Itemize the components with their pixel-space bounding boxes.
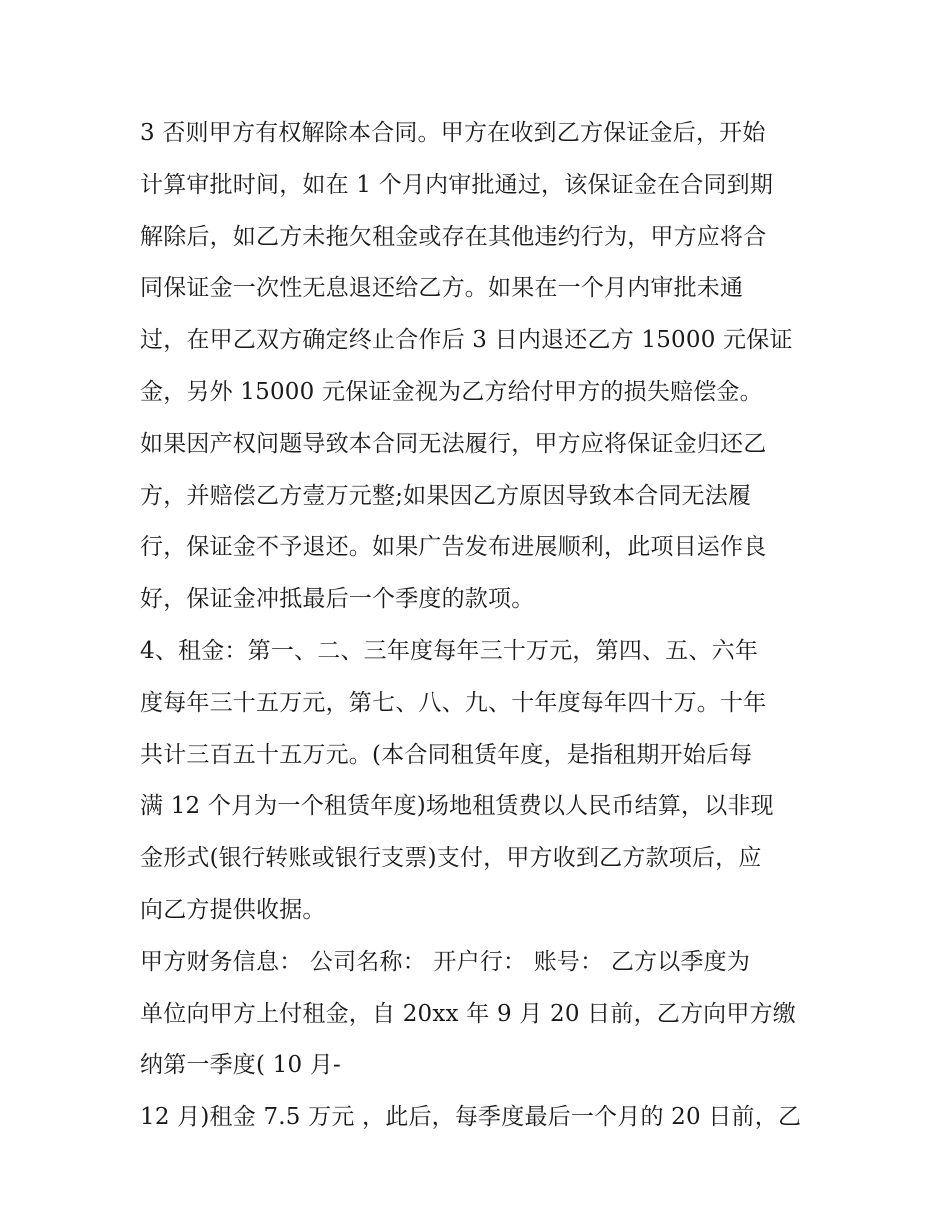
text-line: 行，保证金不予退还。如果广告发布进展顺利，此项目运作良 bbox=[140, 534, 767, 561]
text-line: 12 月)租金 7.5 万元 ，此后，每季度最后一个月的 20 日前，乙 bbox=[140, 1104, 802, 1131]
text-line: 4、租金：第一、二、三年度每年三十万元，第四、五、六年 bbox=[140, 637, 759, 664]
text-line: 金，另外 15000 元保证金视为乙方给付甲方的损失赔偿金。 bbox=[140, 378, 763, 405]
text-line: 计算审批时间，如在 1 个月内审批通过，该保证金在合同到期 bbox=[140, 171, 774, 198]
text-line: 方，并赔偿乙方壹万元整;如果因乙方原因导致本合同无法履 bbox=[140, 482, 752, 509]
text-line: 3 否则甲方有权解除本合同。甲方在收到乙方保证金后，开始 bbox=[140, 120, 766, 146]
text-line: 金形式(银行转账或银行支票)支付，甲方收到乙方款项后，应 bbox=[140, 845, 762, 872]
text-line: 同保证金一次性无息退还给乙方。如果在一个月内审批未通 bbox=[140, 275, 744, 302]
text-line: 度每年三十五万元，第七、八、九、十年度每年四十万。十年 bbox=[140, 689, 767, 716]
document-body bbox=[140, 108, 820, 1144]
text-line: 满 12 个月为一个租赁年度)场地租赁费以人民币结算，以非现 bbox=[140, 793, 774, 820]
text-line: 过，在甲乙双方确定终止合作后 3 日内退还乙方 15000 元保证 bbox=[140, 327, 793, 354]
text-line: 向乙方提供收据。 bbox=[140, 896, 326, 923]
text-line: 单位向甲方上付租金，自 20xx 年 9 月 20 日前，乙方向甲方缴 bbox=[140, 1000, 796, 1027]
text-line: 共计三百五十五万元。(本合同租赁年度，是指租期开始后每 bbox=[140, 741, 753, 768]
text-line: 如果因产权问题导致本合同无法履行，甲方应将保证金归还乙 bbox=[140, 430, 767, 457]
text-line: 纳第一季度( 10 月- bbox=[140, 1052, 342, 1079]
text-line: 好，保证金冲抵最后一个季度的款项。 bbox=[140, 586, 535, 613]
text-line: 解除后，如乙方未拖欠租金或存在其他违约行为，甲方应将合 bbox=[140, 223, 767, 250]
text-line: 甲方财务信息： 公司名称： 开户行： 账号： 乙方以季度为 bbox=[140, 948, 751, 975]
